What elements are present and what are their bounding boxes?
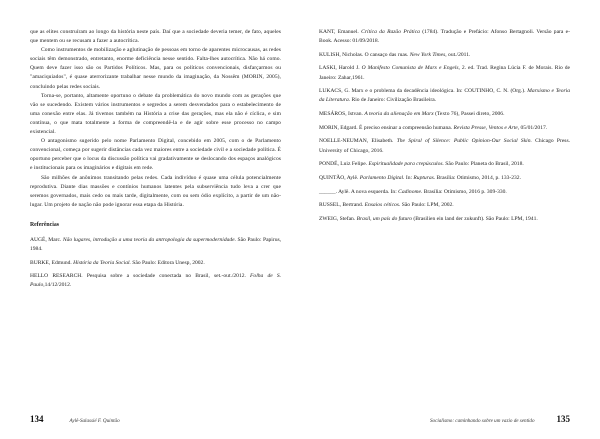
reference-entry: BURKE, Edmund. História da Teoria Social. São Paulo: Editora Unesp, 2002. [30,259,205,266]
page-footer [0,409,600,425]
reference-entry: ______. Aylê. A nova esquerda. In: Cadinome. Brasília: Otimismo, 2016 p. 309-330. [319,188,507,195]
reference-entry: NOELLE-NEUMAN, Elisabeth. The Spiral of Silence: Public Opinion-Our Social Skin. Chicago Press. University of Chicago, 2016. [319,138,570,154]
body-paragraph: Torna-se, portanto, altamente oportuno o debate da problemática do novo mundo com as gerações que vão se sucedendo. Existem vários instrumentos e segredos a serem desvendados para o estabelecimento de uma conexão entre elas. Já tivemos também na História a crise das gerações, mas ela não é cíclica, e sim contínua, o que mata totalmente a forma de compreendê-la e de agir sobre esse processo no campo existencial. [30,92,281,136]
reference-entry: KANT, Emanuel. Crítica da Razão Prática (1784). Tradução e Prefácio: Afonso Bertagnoli. Versão para e-Book. Acesso: 01/09/2018. [319,29,570,45]
reference-entry: ZWEIG, Stefan. Brasil, um país do futuro (Brasilien ein land der zukunft). São Paulo: LPM, 1941. [319,215,538,222]
left-column [30,28,285,392]
reference-entry: MESÁROS, Istvan. A teoria da alienação em Marx (Texto 76), Passei direto, 2006. [319,111,505,118]
reference-entry: RUSSEL, Bertrand. Ensaios céticos. São Paulo: LPM, 2002. [319,202,454,209]
reference-entry: LASKI, Harold J. O Manifesto Comunista de Marx e Engels, 2. ed. Trad. Regina Lúcia F. de Morais. Rio de Janeiro: Zahar,1961. [319,65,571,81]
reference-entry: QUINTÃO, Aylê. Parlamento Digital. In: Rupturas. Brasília: Otimismo, 2014, p. 133-232. [319,174,521,181]
body-paragraph: São milhões de anônimos transitando pelas redes. Cada indivíduo é quase uma célula potencialmente reprodutiva. Diante dias massões e contínios humanos latentes pela subserviência tudo leva a crer que seremos governados, mais cedo ou mais tarde, digitalmente, com ou sem ódio explícito, a partir de um não-lugar. Um projeto de nação não pode ignorar essa etapa da História. [30,174,281,208]
reference-entry: HELLO RESEARCH. Pesquisa sobre a sociedade conectada no Brasil, set.-out./2012. Folha de S. Paulo,14/12/2012. [30,273,281,289]
footer-left [30,414,120,425]
body-paragraph: Como instrumentos de mobilização e aglutinação de pessoas em torno de aparentes microcausas, as redes sociais têm demonstrado, entretanto, enorme deficiência nesse sentido. Falta-lhes autocrítica. Não há como. Quem deve fazer isso são os Partidos Políticos. Mas, para os políticos convencionais, disfarçarmos ou "amaciquiados", é quase aterrorizante trabalhar nesse mundo da imaginação, da Nossêm (MORIN, 2005), concluindo pelas redes sociais. [30,47,281,90]
page-number-left: 134 [30,414,44,424]
right-column [315,28,570,392]
reference-entry: KULISH, Nicholas. O cansaço das ruas. New York Times, out./2011. [319,51,471,58]
running-head-left: Aylê-Salassié F. Quintão [69,418,120,424]
footer-right [430,414,570,425]
reference-entry: PONDÉ, Luiz Felipe. Espiritualidade para crepúsculos. São Paulo: Planeta do Brasil, 2018. [319,161,524,168]
references-heading: Referências [30,221,59,228]
reference-entry: MORIN, Edgard. É preciso ensinar a compreensão humana. Revista Presse, Ventos e Arte, 05/01/2017. [319,124,548,131]
reference-entry: AUGÉ, Marc. Não lugares, introdução a uma teoria da antropologia da supermodernidade. São Paulo: Papirus, 1984. [30,236,282,252]
running-head-right: Socialismo: caminhando sobre um vazio de sentido [429,418,535,424]
page-number-right: 135 [556,414,570,424]
body-paragraph: O antagonismo sugerido pelo nome Parlamento Digital, concebido em 2005, com o de Parlamento convencional, começa por sugerir distâncias cada vez maiores entre a sociedade civil e a sociedade política. É oportuno perceber que o locus da discussão política vai gradativamente se deslocando dos espaços analógicos e institucionais para os imaginários e digitais em rede. [30,138,281,172]
body-paragraph: que as elites construíram ao longo da história neste país. Daí que a sociedade deveria temer, de fato, aqueles que mentem ou se recusam a fazer a autocrítica. [30,29,281,45]
reference-entry: LUKACS, G. Marx e o problema da decadência ideológica. In: COUTINHO, C. N. (Org.). Marxismo e Teoria da Literatura. Rio de Janeiro: Civilização Brasileira. [319,88,570,104]
